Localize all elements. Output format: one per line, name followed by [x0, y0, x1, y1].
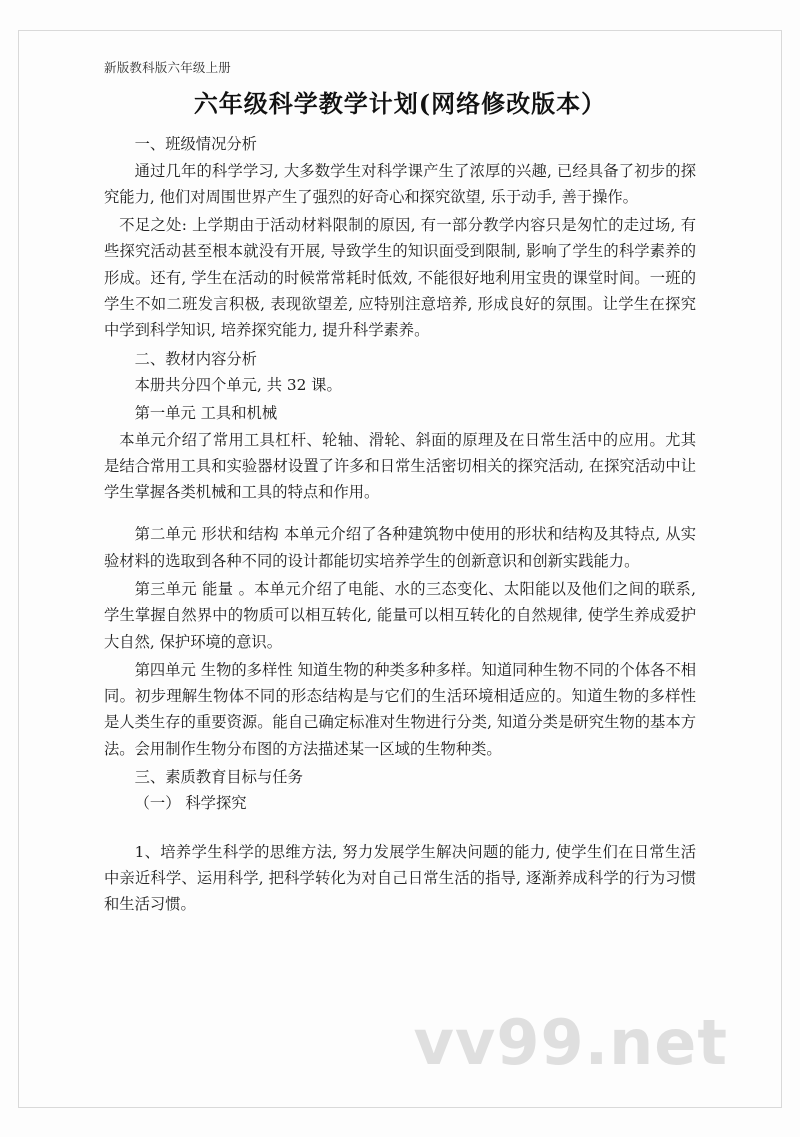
document-content: [104, 60, 696, 920]
paragraph: 本册共分四个单元, 共 32 课。: [134, 375, 342, 394]
paragraph: 第四单元 生物的多样性 知道生物的种类多种多样。知道同种生物不同的个体各不相同。初步理解生物体不同的形态结构是与它们的生活环境相适应的。知道生物的多样性是人类生存的重要资源。能自己确定标准对生物进行分类, 知道分类是研究生物的基本方法。会用制作生物分布图的方法描述某一区域的生物种类。: [104, 660, 696, 758]
paragraph: 不足之处: 上学期由于活动材料限制的原因, 有一部分教学内容只是匆忙的走过场, 有些探究活动甚至根本就没有开展, 导致学生的知识面受到限制, 影响了学生的科学素养的形成。还有, 学生在活动的时候常常耗时低效, 不能很好地利用宝贵的课堂时间。一班的学生不如二班发言积极, 表现欲望差, 应特别注意培养, 形成良好的氛围。让学生在探究中学到科学知识, 培养探究能力, 提升科学素养。: [104, 216, 696, 340]
paragraph: 第三单元 能量 。本单元介绍了电能、水的三态变化、太阳能以及他们之间的联系, 学生掌握自然界中的物质可以相互转化, 能量可以相互转化的自然规律, 使学生养成爱护大自然, 保护环境的意识。: [104, 580, 696, 651]
section-heading-1: 一、班级情况分析: [134, 135, 257, 154]
page-title: 六年级科学教学计划(网络修改版本）: [193, 89, 607, 119]
paragraph: 第二单元 形状和结构 本单元介绍了各种建筑物中使用的形状和结构及其特点, 从实验材料的选取到各种不同的设计都能切实培养学生的创新意识和创新实践能力。: [104, 525, 696, 570]
header-note: 新版教科版六年级上册: [104, 60, 232, 75]
section-heading-2: 二、教材内容分析: [134, 349, 257, 368]
paragraph: 通过几年的科学学习, 大多数学生对科学课产生了浓厚的兴趣, 已经具备了初步的探究能力, 他们对周围世界产生了强烈的好奇心和探究欲望, 乐于动手, 善于操作。: [104, 161, 696, 206]
watermark: vv99.net: [413, 1006, 728, 1079]
paragraph: 本单元介绍了常用工具杠杆、轮轴、滑轮、斜面的原理及在日常生活中的应用。尤其是结合常用工具和实验器材设置了许多和日常生活密切相关的探究活动, 在探究活动中让学生掌握各类机械和工具的特点和作用。: [104, 430, 696, 502]
section-heading-3: 三、素质教育目标与任务: [134, 768, 303, 787]
subsection-heading-1: （一） 科学探究: [134, 794, 247, 813]
paragraph: 1、培养学生科学的思维方法, 努力发展学生解决问题的能力, 使学生们在日常生活中亲近科学、运用科学, 把科学转化为对自己日常生活的指导, 逐渐养成科学的行为习惯和生活习惯。: [104, 842, 696, 914]
section-heading-unit-1: 第一单元 工具和机械: [134, 404, 278, 423]
